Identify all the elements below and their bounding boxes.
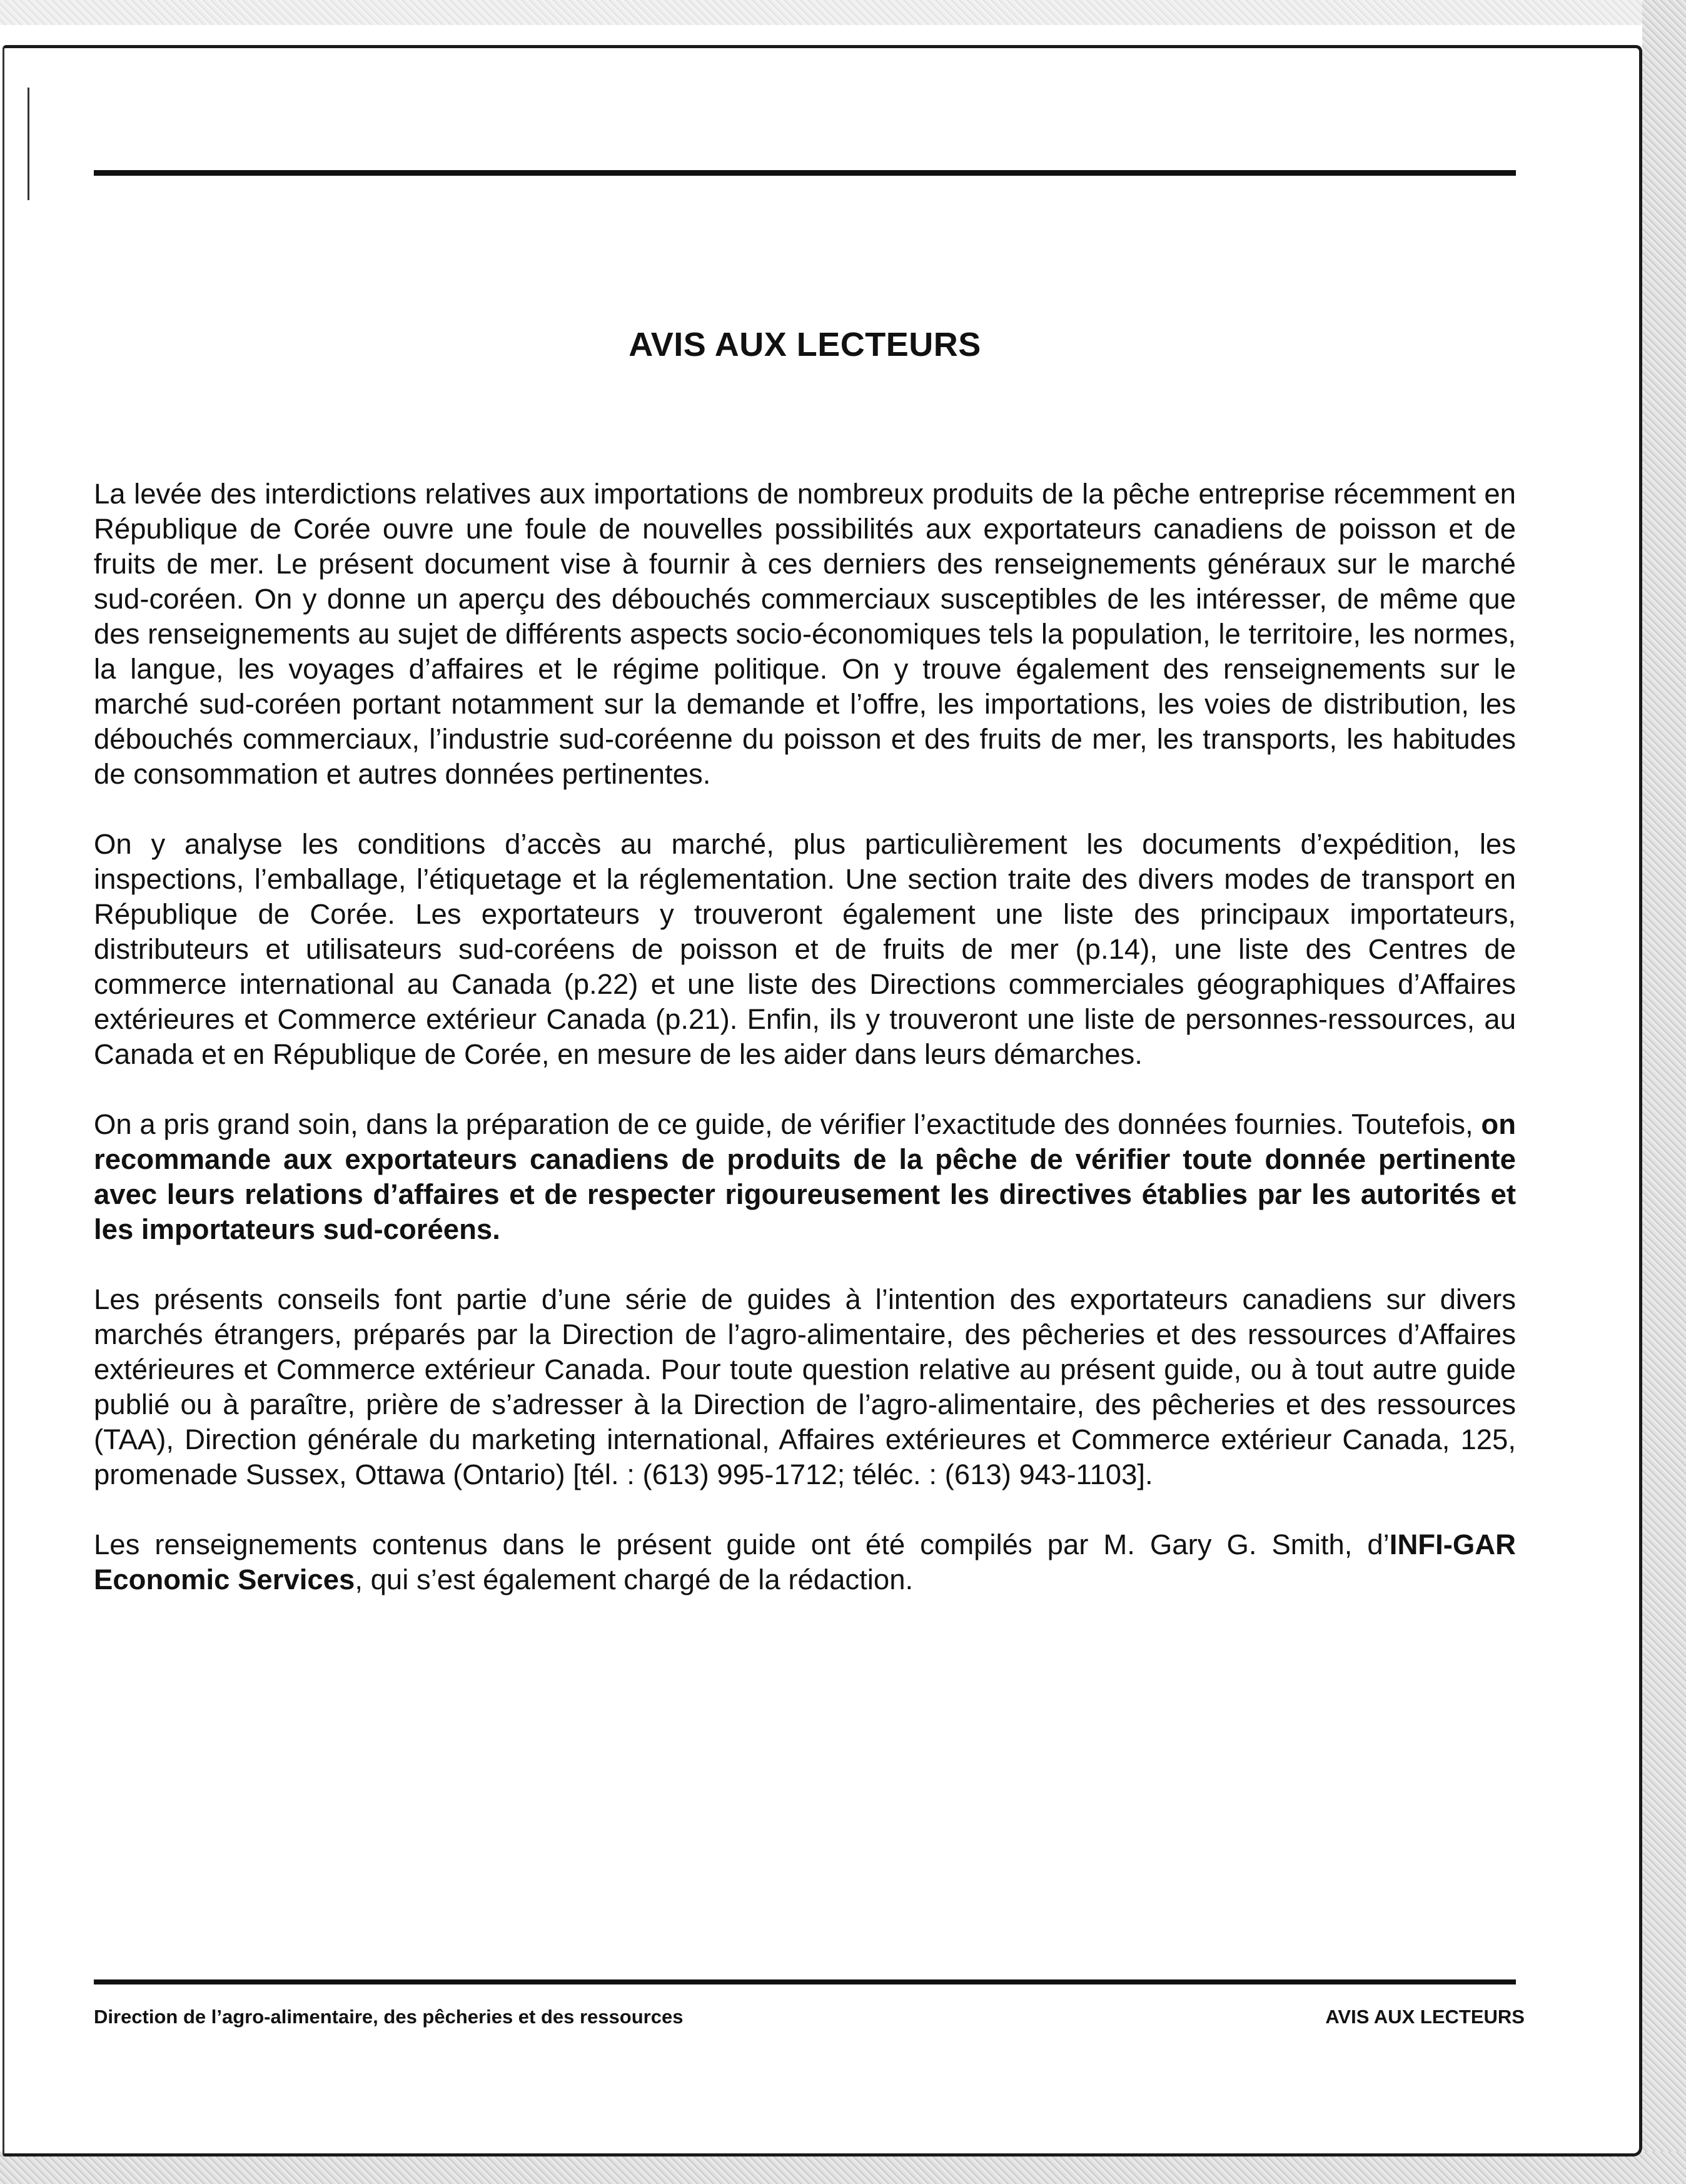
- paragraph-disclaimer: [94, 1107, 1516, 1247]
- binding-mark: [28, 88, 29, 200]
- page-title: AVIS AUX LECTEURS: [628, 326, 981, 363]
- credits-text-after: , qui s’est également chargé de la rédaction.: [355, 1564, 914, 1595]
- scan-border-top: [0, 0, 1686, 25]
- footer-rule: [94, 1979, 1516, 1984]
- disclaimer-bold-text: on recommande aux exportateurs canadiens de produits de la pêche de vérifier toute donnée pertinente avec leurs relations d’affaires et de respecter rigoureusement les directives établies par les autorités et les importateurs sud-coréens.: [94, 1108, 1516, 1245]
- paragraph-series-info: Les présents conseils font partie d’une série de guides à l’intention des exportateurs canadiens sur divers marchés étrangers, préparés par la Direction de l’agro-alimentaire, des pêcheries et des ressources d’Affaires extérieures et Commerce extérieur Canada. Pour toute question relative au présent guide, ou à tout autre guide publié ou à paraître, prière de s’adresser à la Direction de l’agro-alimentaire, des pêcheries et des ressources (TAA), Direction générale du marketing international, Affaires extérieures et Commerce extérieur Canada, 125, promenade Sussex, Ottawa (Ontario) [tél. : (613) 995-1712; téléc. : (613) 943-1103].: [94, 1283, 1516, 1490]
- credits-text-before: Les renseignements contenus dans le présent guide ont été compilés par M. Gary G. Smith, d’: [94, 1529, 1390, 1560]
- footer-department: Direction de l’agro-alimentaire, des pêcheries et des ressources: [94, 2006, 684, 2028]
- header-rule: [94, 170, 1516, 176]
- credits-company-name: INFI-GAR Economic Services: [94, 1529, 1516, 1595]
- footer-section-title: AVIS AUX LECTEURS: [1325, 2006, 1525, 2028]
- paragraph-market-access: On y analyse les conditions d’accès au marché, plus particulièrement les documents d’expédition, les inspections, l’emballage, l’étiquetage et la réglementation. Une section traite des divers modes de transport en République de Corée. Les exportateurs y trouveront également une liste des principaux importateurs, distributeurs et utilisateurs sud-coréens de poisson et de fruits de mer (p.14), une liste des Centres de commerce international au Canada (p.22) et une liste des Directions commerciales géographiques d’Affaires extérieures et Commerce extérieur Canada (p.21). Enfin, ils y trouveront une liste de personnes-ressources, au Canada et en République de Corée, en mesure de les aider dans leurs démarches.: [94, 828, 1516, 1070]
- paragraph-intro: La levée des interdictions relatives aux importations de nombreux produits de la pêche entreprise récemment en République de Corée ouvre une foule de nouvelles possibilités aux exportateurs canadiens de poisson et de fruits de mer. Le présent document vise à fournir à ces derniers des renseignements généraux sur le marché sud-coréen. On y donne un aperçu des débouchés commerciaux susceptibles de les intéresser, de même que des renseignements au sujet de différents aspects socio-économiques tels la population, le territoire, les normes, la langue, les voyages d’affaires et le régime politique. On y trouve également des renseignements sur le marché sud-coréen portant notamment sur la demande et l’offre, les importations, les voies de distribution, les débouchés commerciaux, l’industrie sud-coréenne du poisson et des fruits de mer, les transports, les habitudes de consommation et autres données pertinentes.: [94, 478, 1516, 790]
- scan-border-right: [1642, 0, 1686, 2184]
- disclaimer-text: On a pris grand soin, dans la préparation de ce guide, de vérifier l’exactitude des données fournies. Toutefois,: [94, 1108, 1482, 1140]
- paragraph-credits: [94, 1527, 1516, 1597]
- body-text: [94, 477, 1516, 1632]
